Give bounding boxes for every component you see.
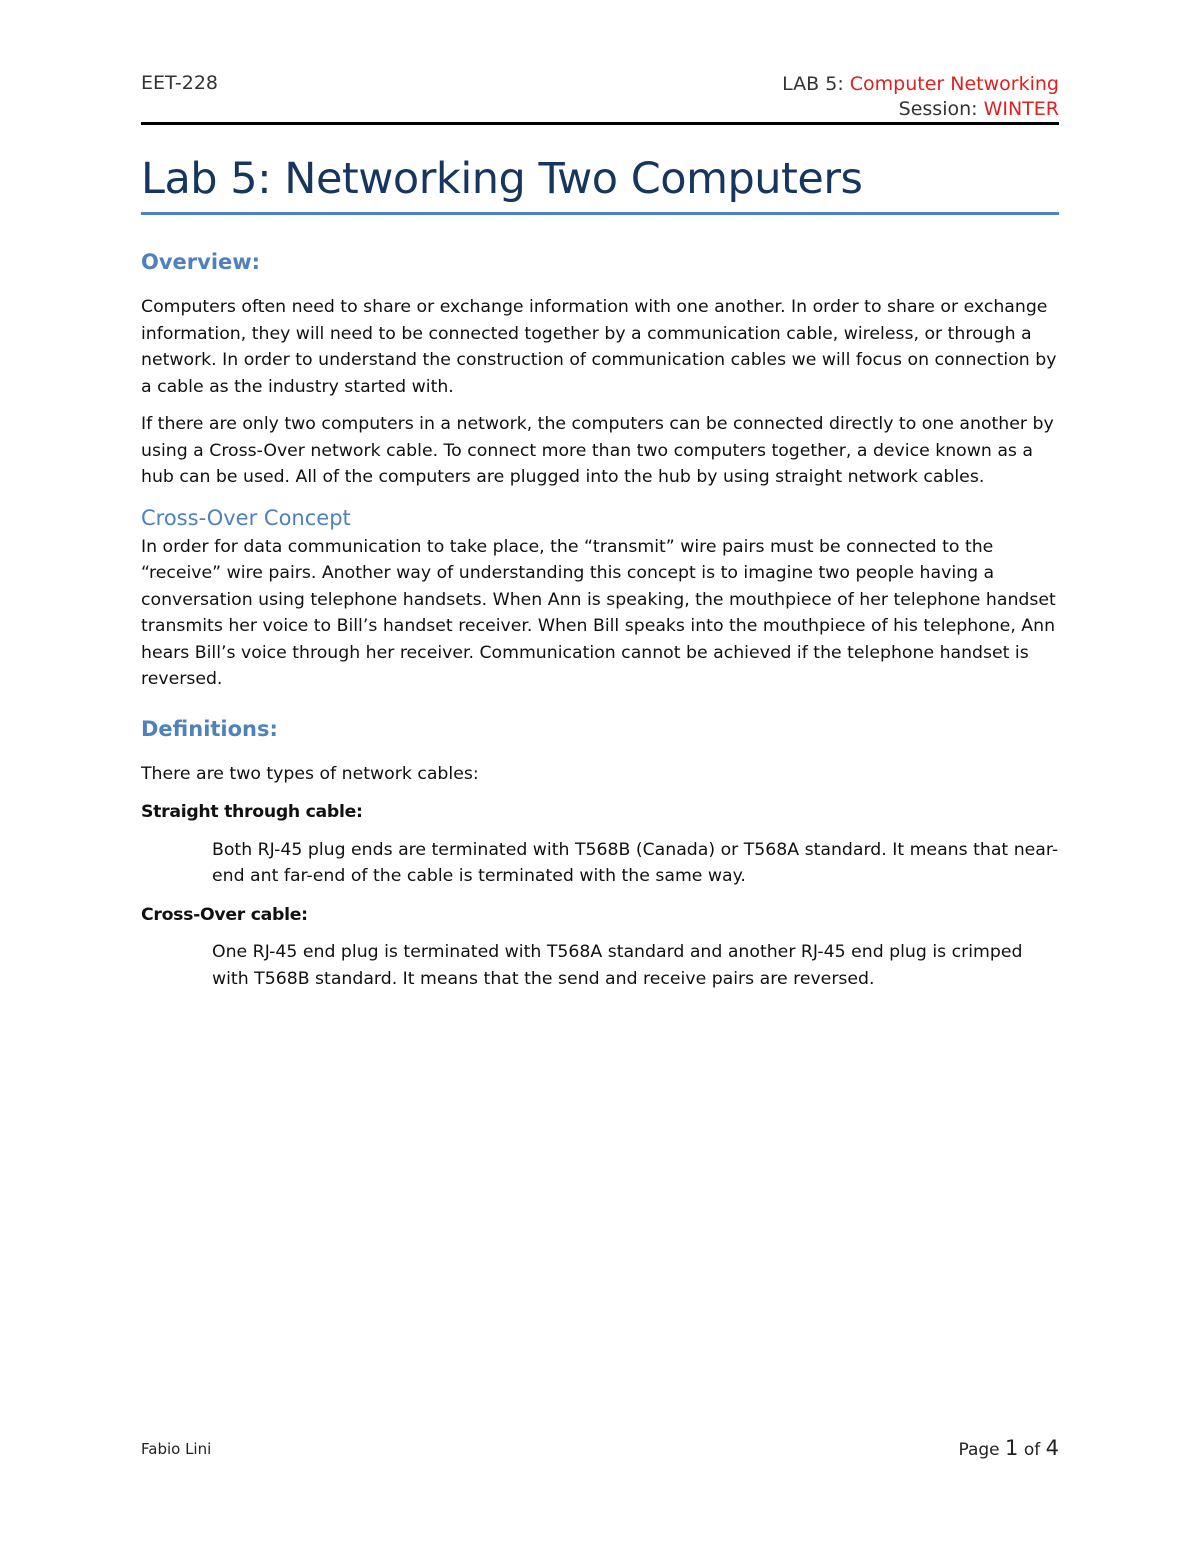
definition-term-crossover: Cross-Over cable: bbox=[141, 904, 308, 925]
title-underline bbox=[141, 212, 1059, 215]
page-total: 4 bbox=[1045, 1436, 1059, 1460]
session-line bbox=[782, 97, 1059, 122]
document-body bbox=[141, 246, 1059, 992]
page-current: 1 bbox=[1005, 1436, 1019, 1460]
page-header bbox=[141, 70, 1059, 125]
session-name: WINTER bbox=[983, 98, 1059, 120]
lab-name: Computer Networking bbox=[849, 73, 1059, 95]
page-number bbox=[958, 1436, 1059, 1460]
crossover-concept-paragraph: In order for data communication to take place, the “transmit” wire pairs must be connected to the “receive” wire pairs. Another way of understanding this concept is to imagine two people having a conversation using telephone handsets. When Ann is speaking, the mouthpiece of her telephone handset transmits her voice to Bill’s handset receiver. When Bill speaks into the mouthpiece of his telephone, Ann hears Bill’s voice through her receiver. Communication cannot be achieved if the telephone handset is reversed. bbox=[141, 536, 1056, 689]
overview-heading: Overview: bbox=[141, 250, 261, 274]
header-right-block bbox=[782, 72, 1059, 122]
overview-paragraph-2: If there are only two computers in a network, the computers can be connected directly to one another by using a Cross-Over network cable. To connect more than two computers together, a device known as a hub can be used. All of the computers are plugged into the hub by using straight network cables. bbox=[141, 414, 1054, 487]
lab-line bbox=[782, 72, 1059, 97]
session-prefix: Session: bbox=[898, 98, 984, 120]
crossover-concept-heading: Cross-Over Concept bbox=[141, 505, 351, 530]
definition-description-crossover: One RJ-45 end plug is terminated with T568A standard and another RJ-45 end plug is crimped with T568B standard. It means that the send and receive pairs are reversed. bbox=[212, 942, 1023, 989]
page-word: Page bbox=[958, 1440, 1006, 1460]
overview-paragraph-1: Computers often need to share or exchange information with one another. In order to share or exchange information, they will need to be connected together by a communication cable, wireless, or through a network. In order to understand the construction of communication cables we will focus on connection by a cable as the industry started with. bbox=[141, 297, 1057, 397]
document-title: Lab 5: Networking Two Computers bbox=[141, 154, 863, 204]
page-of: of bbox=[1018, 1440, 1046, 1460]
definitions-heading: Definitions: bbox=[141, 716, 278, 741]
footer-author: Fabio Lini bbox=[141, 1440, 212, 1458]
lab-prefix: LAB 5: bbox=[782, 73, 850, 95]
definition-term-straight: Straight through cable: bbox=[141, 802, 363, 822]
course-code: EET-228 bbox=[141, 72, 218, 94]
definitions-intro: There are two types of network cables: bbox=[141, 763, 479, 784]
definition-description-straight: Both RJ-45 plug ends are terminated with T568B (Canada) or T568A standard. It means that near-end ant far-end of the cable is terminated with the same way. bbox=[212, 839, 1059, 886]
